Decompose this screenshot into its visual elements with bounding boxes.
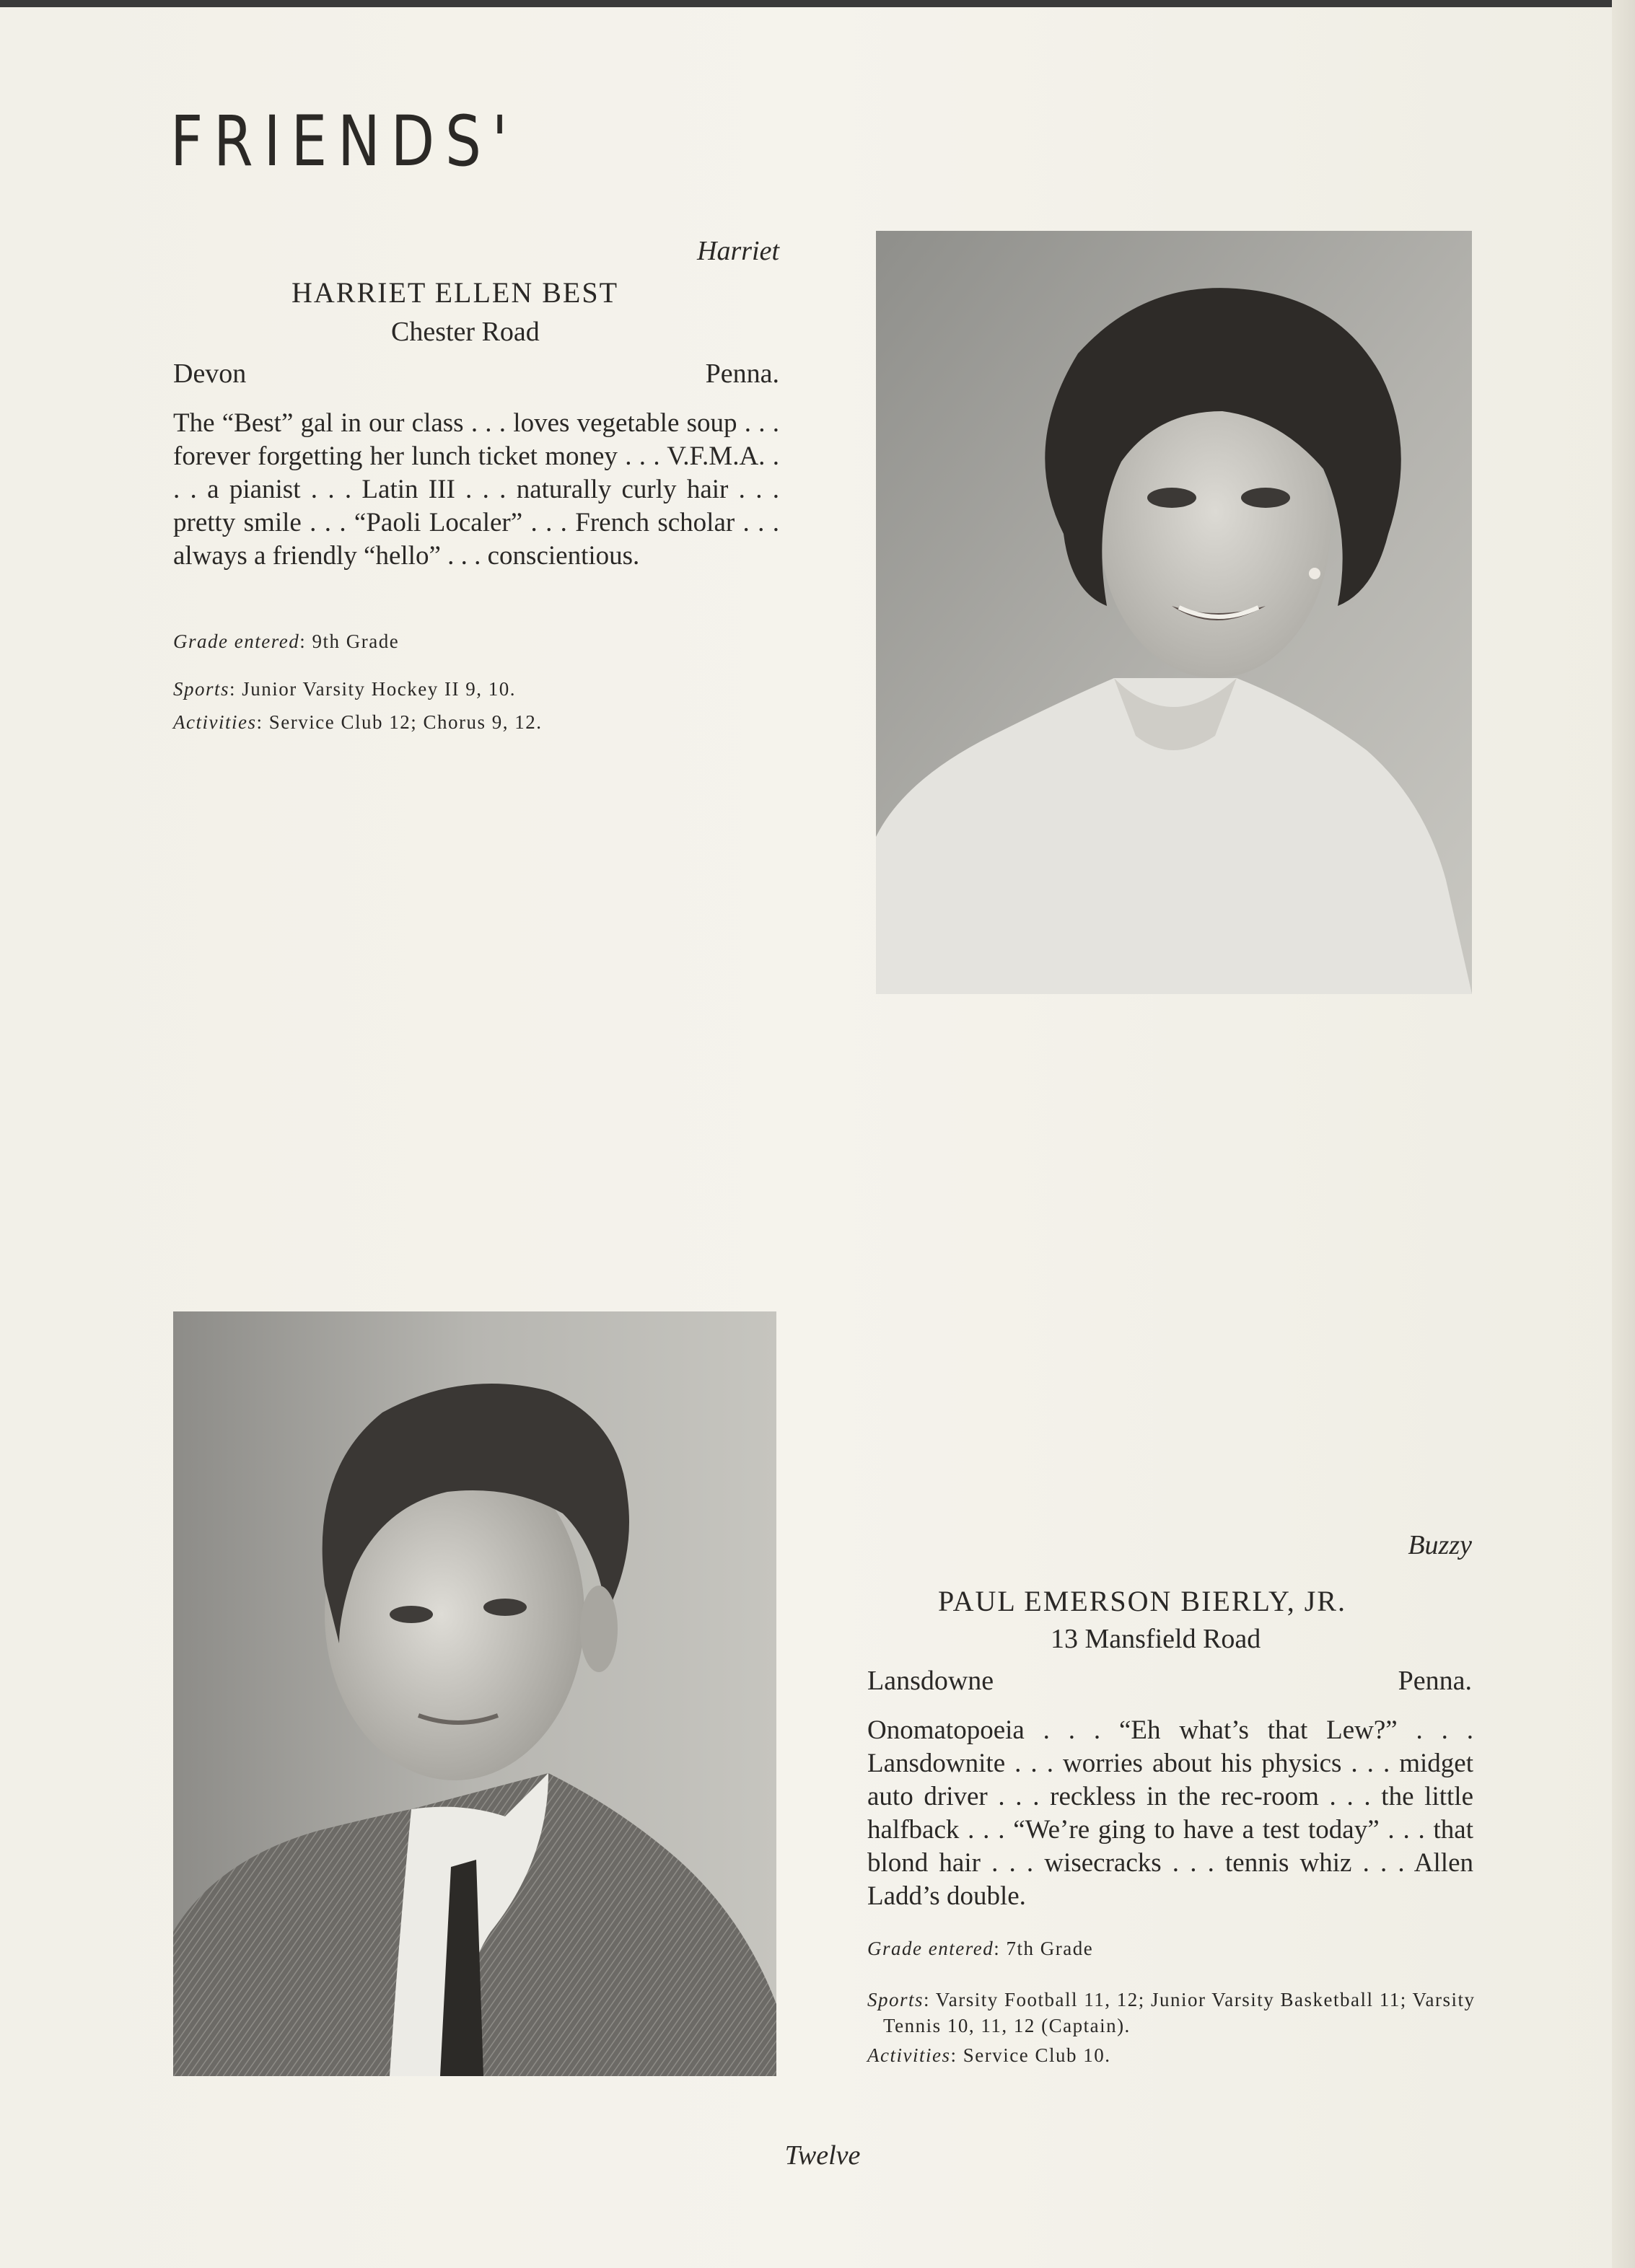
top-edge-rule (0, 0, 1635, 7)
page-binding-edge (1612, 0, 1635, 2268)
student-town: Lansdowne (867, 1666, 994, 1696)
activities-value: Service Club 10. (963, 2044, 1111, 2066)
student-portrait-photo (876, 231, 1472, 994)
grade-entered-line: Grade entered: 7th Grade (867, 1938, 1094, 1959)
student-name: HARRIET ELLEN BEST (292, 276, 619, 309)
activities-line: Activities: Service Club 10. (867, 2044, 1111, 2066)
activities-label: Activities (173, 711, 257, 733)
sports-value: Junior Varsity Hockey II 9, 10. (242, 678, 516, 700)
student-state: Penna. (1398, 1666, 1472, 1696)
student-description: The “Best” gal in our class . . . loves vegetable soup . . . forever forgetting her lunch ticket money . . . V.F.M.A. . . . a pianist . . . Latin III . . . naturally curly hair . . . pretty smile . . . “Paoli Localer” . . . French scholar . . . always a friendly “hello” . . . conscientious. (173, 408, 779, 571)
activities-label: Activities (867, 2044, 951, 2066)
sports-line: Sports: Varsity Football 11, 12; Junior Varsity Basketball 11; Varsity Tennis 10, 11, 12 (Captain). (867, 1989, 1476, 2036)
activities-value: Service Club 12; Chorus 9, 12. (268, 711, 543, 733)
page-number: Twelve (784, 2140, 861, 2171)
student-portrait-photo (173, 1311, 776, 2076)
grade-entered-value: 9th Grade (312, 630, 400, 652)
grade-entered-line: Grade entered: 9th Grade (173, 630, 400, 652)
student-description: Onomatopoeia . . . “Eh what’s that Lew?” . . . Lansdownite . . . worries about his physics . . . midget auto driver . . . reckless in the rec-room . . . the little halfback . . . “We’re ging to have a test today” . . . that blond hair . . . wisecracks . . . tennis whiz . . . Allen Ladd’s double. (867, 1715, 1473, 1911)
sports-line: Sports: Junior Varsity Hockey II 9, 10. (173, 678, 516, 700)
grade-entered-label: Grade entered (173, 630, 300, 652)
sports-label: Sports (867, 1989, 924, 2010)
activities-line: Activities: Service Club 12; Chorus 9, 12. (173, 711, 543, 733)
sports-label: Sports (173, 678, 230, 700)
student-street: Chester Road (391, 317, 540, 347)
student-nickname: Buzzy (1408, 1530, 1472, 1560)
grade-entered-value: 7th Grade (1006, 1938, 1094, 1959)
student-nickname: Harriet (697, 236, 779, 266)
sports-value: Varsity Football 11, 12; Junior Varsity Basketball 11; Varsity Tennis 10, 11, 12 (Captain). (883, 1989, 1476, 2036)
grade-entered-label: Grade entered (867, 1938, 994, 1959)
student-street: 13 Mansfield Road (1051, 1624, 1261, 1654)
section-title: FRIENDS' (170, 101, 519, 182)
student-state: Penna. (705, 359, 779, 389)
student-name: PAUL EMERSON BIERLY, JR. (938, 1585, 1346, 1617)
student-town: Devon (173, 359, 247, 389)
